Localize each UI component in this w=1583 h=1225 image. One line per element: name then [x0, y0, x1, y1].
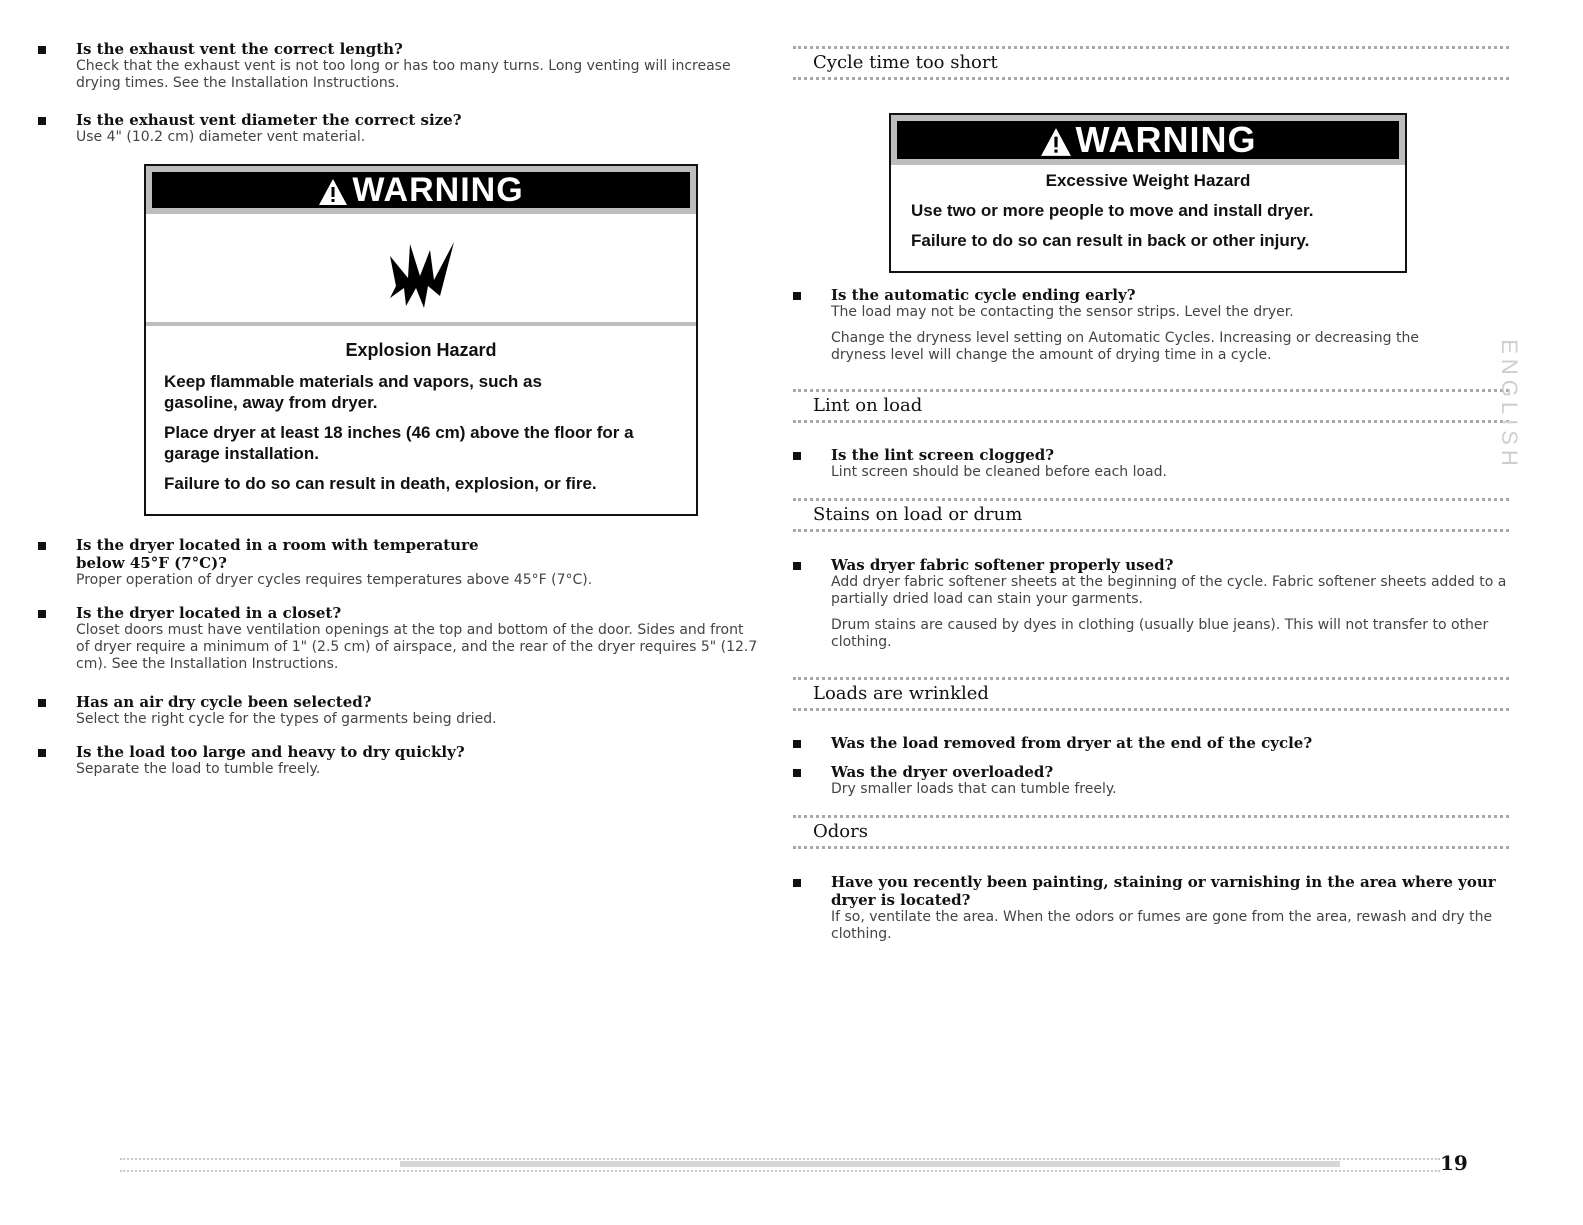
answer: Add dryer fabric softener sheets at the beginning of the cycle. Fabric softener sheets added to a partially dried load can stain your garments.: [831, 574, 1507, 607]
answer: Separate the load to tumble freely.: [76, 761, 321, 777]
answer: If so, ventilate the area. When the odors or fumes are gone from the area, rewash and dry the clothing.: [831, 909, 1493, 942]
section-title: Odors: [813, 821, 868, 842]
hazard-line: Place dryer at least 18 inches (46 cm) above the floor for a garage installation.: [164, 423, 634, 463]
section-heading: [793, 815, 1509, 849]
question: Is the automatic cycle ending early?: [831, 286, 1136, 304]
section-title: Loads are wrinkled: [813, 683, 989, 704]
answer: Closet doors must have ventilation openings at the top and bottom of the door. Sides and front of dryer require a minimum of 1" (2.5 cm) of airspace, and the rear of the dryer requires 5" (12.7 cm). See the Installation Instructions.: [76, 622, 758, 672]
explosion-icon: [368, 226, 468, 316]
warning-triangle-icon: [318, 178, 348, 206]
list-item: [38, 693, 758, 728]
question: Is the exhaust vent the correct length?: [76, 40, 403, 58]
question: Was the dryer overloaded?: [831, 763, 1054, 781]
side-tab-label: ENGLISH: [1497, 339, 1522, 471]
bullet-icon: [793, 769, 801, 777]
list-item: [38, 536, 528, 572]
question: Is the dryer located in a room with temperature below 45°F (7°C)?: [76, 536, 479, 572]
warning-header: [146, 166, 696, 214]
section-title: Cycle time too short: [813, 52, 998, 73]
warning-header: [891, 115, 1405, 165]
question: Was dryer fabric softener properly used?: [831, 556, 1174, 574]
bullet-icon: [38, 542, 46, 550]
list-item: [38, 743, 758, 778]
hazard-line: Use two or more people to move and install dryer.: [911, 201, 1314, 220]
footer-divider: [120, 1158, 1440, 1172]
answer: Select the right cycle for the types of garments being dried.: [76, 711, 497, 727]
hazard-title: Excessive Weight Hazard: [1045, 171, 1251, 190]
section-heading: [793, 389, 1509, 423]
section-title: Stains on load or drum: [813, 504, 1023, 525]
hazard-line: Keep flammable materials and vapors, such as gasoline, away from dryer.: [164, 372, 542, 412]
list-item: [793, 734, 1509, 752]
hazard-line: Failure to do so can result in back or other injury.: [911, 231, 1310, 250]
question: Is the load too large and heavy to dry quickly?: [76, 743, 465, 761]
bullet-icon: [38, 749, 46, 757]
answer: Drum stains are caused by dyes in clothing (usually blue jeans). This will not transfer to other clothing.: [831, 617, 1489, 650]
answer: Dry smaller loads that can tumble freely.: [831, 781, 1117, 797]
question: Is the exhaust vent diameter the correct size?: [76, 111, 462, 129]
answer: Lint screen should be cleaned before each load.: [831, 464, 1167, 480]
question: Has an air dry cycle been selected?: [76, 693, 372, 711]
question: Was the load removed from dryer at the end of the cycle?: [831, 734, 1313, 752]
warning-header-text: WARNING: [1075, 119, 1257, 160]
answer: Use 4" (10.2 cm) diameter vent material.: [76, 129, 366, 145]
answer: Proper operation of dryer cycles requires temperatures above 45°F (7°C).: [76, 572, 593, 588]
weight-warning-box: [889, 113, 1407, 273]
footer-divider-fill: [400, 1161, 1340, 1167]
answer: The load may not be contacting the sensor strips. Level the dryer.: [831, 304, 1294, 320]
hazard-title: Explosion Hazard: [345, 340, 497, 360]
explosion-symbol-area: [146, 214, 696, 326]
section-heading: [793, 677, 1509, 711]
bullet-icon: [793, 879, 801, 887]
page-number: 19: [1440, 1151, 1468, 1175]
bullet-icon: [793, 562, 801, 570]
answer: Check that the exhaust vent is not too long or has too many turns. Long venting will increase drying times. See the Installation Instructions.: [76, 58, 731, 91]
list-item: [793, 446, 1509, 481]
list-item-answer: [38, 572, 758, 589]
list-item: [793, 763, 1509, 798]
list-item: [793, 873, 1509, 943]
section-heading: [793, 46, 1509, 80]
list-item: [38, 111, 758, 146]
answer: Change the dryness level setting on Automatic Cycles. Increasing or decreasing the dryness level will change the amount of drying time in a cycle.: [831, 330, 1419, 363]
language-side-tab: [1494, 330, 1524, 480]
bullet-icon: [38, 699, 46, 707]
section-heading: [793, 498, 1509, 532]
list-item: [793, 556, 1509, 651]
bullet-icon: [38, 610, 46, 618]
bullet-icon: [793, 740, 801, 748]
warning-header-text: WARNING: [352, 171, 524, 209]
question: Have you recently been painting, staining or varnishing in the area where your dryer is located?: [831, 873, 1496, 909]
hazard-line: Failure to do so can result in death, explosion, or fire.: [164, 474, 597, 493]
question: Is the dryer located in a closet?: [76, 604, 342, 622]
bullet-icon: [793, 452, 801, 460]
bullet-icon: [38, 117, 46, 125]
list-item: [38, 604, 758, 673]
warning-triangle-icon: [1040, 127, 1072, 157]
list-item: [38, 40, 758, 92]
list-item: [793, 286, 1509, 364]
bullet-icon: [793, 292, 801, 300]
explosion-warning-box: [144, 164, 698, 516]
bullet-icon: [38, 46, 46, 54]
question: Is the lint screen clogged?: [831, 446, 1055, 464]
section-title: Lint on load: [813, 395, 923, 416]
